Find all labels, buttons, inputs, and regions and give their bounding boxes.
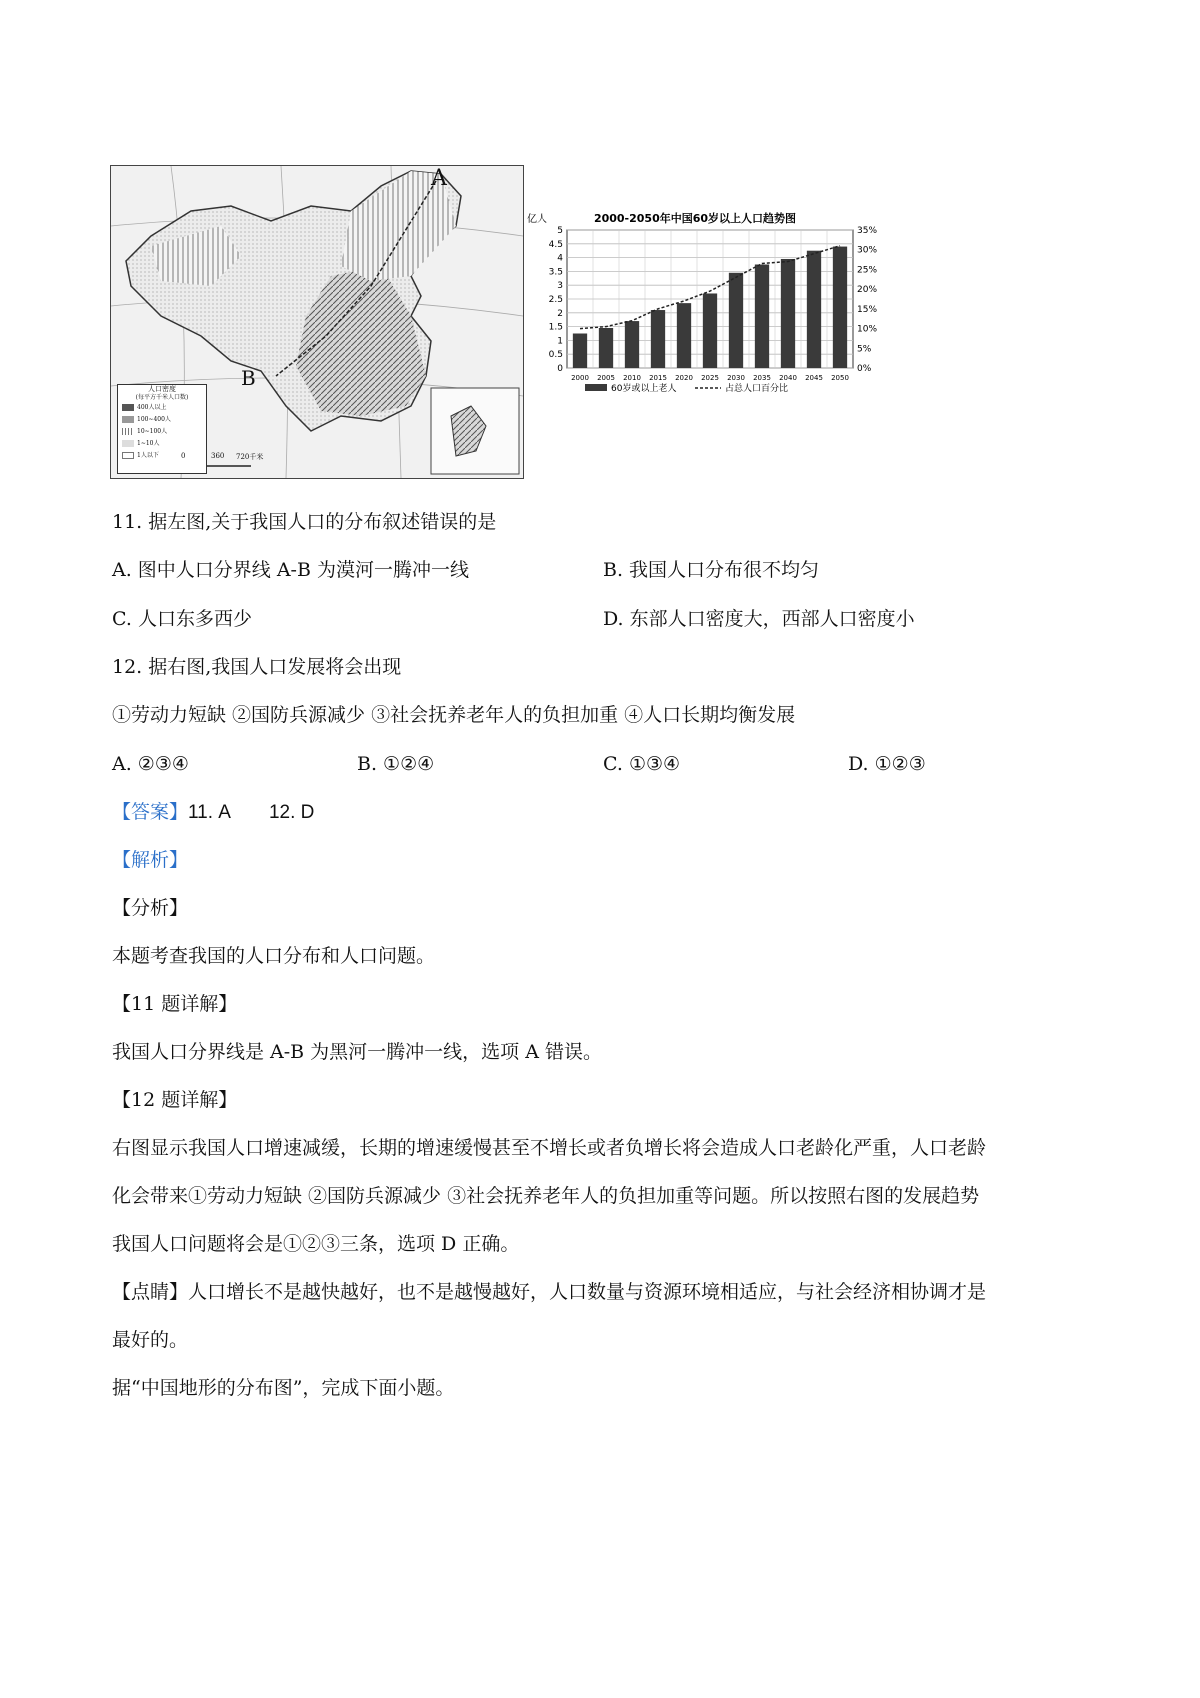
y-tick-label: 1.5 xyxy=(548,322,563,333)
y2-tick-label: 25% xyxy=(857,265,878,276)
fenxi-text: 本题考查我国的人口分布和人口问题。 xyxy=(112,945,436,967)
legend-item: 400人以上 xyxy=(122,402,206,414)
chart-ylabel: 亿人 xyxy=(527,214,547,225)
dianjing-line: 最好的。 xyxy=(112,1329,189,1351)
chart-title: 2000-2050年中国60岁以上人口趋势图 xyxy=(593,212,797,225)
bar xyxy=(807,251,821,368)
x-tick-label: 2030 xyxy=(727,374,745,382)
y-tick-label: 3 xyxy=(557,281,563,292)
q12-detail-line: 我国人口问题将会是①②③三条，选项 D 正确。 xyxy=(112,1233,520,1255)
y-tick-label: 1 xyxy=(557,336,563,347)
y-tick-label: 2 xyxy=(557,308,563,319)
bar xyxy=(625,321,639,368)
map-legend xyxy=(117,384,207,474)
q11-option-c: C. 人口东多西少 xyxy=(112,608,252,630)
q11-detail-label: 【11 题详解】 xyxy=(112,993,238,1015)
legend-swatch-bar xyxy=(585,384,607,391)
x-tick-label: 2040 xyxy=(779,374,797,382)
x-tick-label: 2010 xyxy=(623,374,641,382)
bar xyxy=(833,247,847,368)
q11-option-b: B. 我国人口分布很不均匀 xyxy=(603,559,820,581)
map-label-b: B xyxy=(241,366,256,390)
x-tick-label: 2020 xyxy=(675,374,693,382)
y-tick-label: 0.5 xyxy=(548,350,563,361)
q12-stem: 12. 据右图,我国人口发展将会出现 xyxy=(112,656,402,678)
scale-label-0: 0 xyxy=(181,452,186,460)
x-tick-label: 2050 xyxy=(831,374,849,382)
bar xyxy=(677,303,691,368)
q11-option-a: A. 图中人口分界线 A-B 为漠河一腾冲一线 xyxy=(112,559,469,581)
y-tick-label: 4.5 xyxy=(548,239,563,250)
chart-svg xyxy=(525,208,905,406)
q12-detail-line: 右图显示我国人口增速减缓，长期的增速缓慢甚至不增长或者负增长将会造成人口老龄化严重，人口老龄 xyxy=(112,1137,987,1159)
scale-label-1: 360 xyxy=(211,452,225,460)
x-tick-label: 2025 xyxy=(701,374,719,382)
legend-item: 1~10人 xyxy=(122,438,206,450)
q12-detail-label: 【12 题详解】 xyxy=(112,1089,238,1111)
dianjing-line: 【点睛】人口增长不是越快越好，也不是越慢越好，人口数量与资源环境相适应，与社会经济相协调才是 xyxy=(112,1281,987,1303)
y2-tick-label: 10% xyxy=(857,324,878,335)
q12-detail-line: 化会带来①劳动力短缺 ②国防兵源减少 ③社会抚养老年人的负担加重等问题。所以按照右图的发展趋势 xyxy=(112,1185,980,1207)
legend-item: 10~100人 xyxy=(122,426,206,438)
map-label-a: A xyxy=(431,166,447,191)
q12-option-c: C. ①③④ xyxy=(603,753,681,775)
y-tick-label: 5 xyxy=(557,226,563,236)
q11-stem: 11. 据左图,关于我国人口的分布叙述错误的是 xyxy=(112,511,497,533)
x-tick-label: 2000 xyxy=(571,374,589,382)
y2-tick-label: 0% xyxy=(857,364,872,374)
q11-option-d: D. 东部人口密度大，西部人口密度小 xyxy=(603,608,915,630)
x-tick-label: 2035 xyxy=(753,374,771,382)
y2-tick-label: 20% xyxy=(857,285,878,296)
bar xyxy=(573,334,587,369)
q11-detail-text: 我国人口分界线是 A-B 为黑河一腾冲一线，选项 A 错误。 xyxy=(112,1041,602,1063)
answer-value-1: 11. A xyxy=(188,802,231,823)
answer-line xyxy=(112,800,314,825)
q12-items: ①劳动力短缺 ②国防兵源减少 ③社会抚养老年人的负担加重 ④人口长期均衡发展 xyxy=(112,704,796,726)
answer-value-2: 12. D xyxy=(268,802,315,823)
y-tick-label: 3.5 xyxy=(548,267,563,278)
legend-title: 人口密度 xyxy=(148,385,176,393)
x-tick-label: 2005 xyxy=(597,374,615,382)
x-tick-label: 2015 xyxy=(649,374,667,382)
y2-tick-label: 5% xyxy=(857,344,872,355)
y2-tick-label: 30% xyxy=(857,245,878,256)
legend-label: 60岁或以上老人 xyxy=(611,384,677,394)
answer-label: 【答案】 xyxy=(112,801,189,823)
bar xyxy=(599,328,613,368)
legend-item: 1人以下 xyxy=(122,450,206,462)
legend-label: 占总人口百分比 xyxy=(725,384,789,394)
q12-option-a: A. ②③④ xyxy=(112,753,189,775)
legend-item: 100~400人 xyxy=(122,414,206,426)
q12-option-d: D. ①②③ xyxy=(848,753,926,775)
bar xyxy=(729,273,743,368)
scale-label-2: 720千米 xyxy=(236,453,264,461)
y-tick-label: 4 xyxy=(557,253,563,264)
bar xyxy=(755,265,769,369)
bar xyxy=(781,259,795,368)
fenxi-label: 【分析】 xyxy=(112,897,189,919)
analysis-label: 【解析】 xyxy=(112,849,189,871)
y2-tick-label: 35% xyxy=(857,226,878,236)
next-prompt: 据“中国地形的分布图”，完成下面小题。 xyxy=(112,1377,455,1399)
aging-trend-chart xyxy=(525,208,905,406)
bar xyxy=(703,293,717,368)
bar xyxy=(651,310,665,368)
x-tick-label: 2045 xyxy=(805,374,823,382)
population-density-map xyxy=(110,165,524,479)
legend-subtitle: (每平方千米人口数) xyxy=(135,394,189,401)
q12-option-b: B. ①②④ xyxy=(357,753,435,775)
y-tick-label: 2.5 xyxy=(548,295,563,305)
y2-tick-label: 15% xyxy=(857,304,878,315)
y-tick-label: 0 xyxy=(557,364,563,374)
